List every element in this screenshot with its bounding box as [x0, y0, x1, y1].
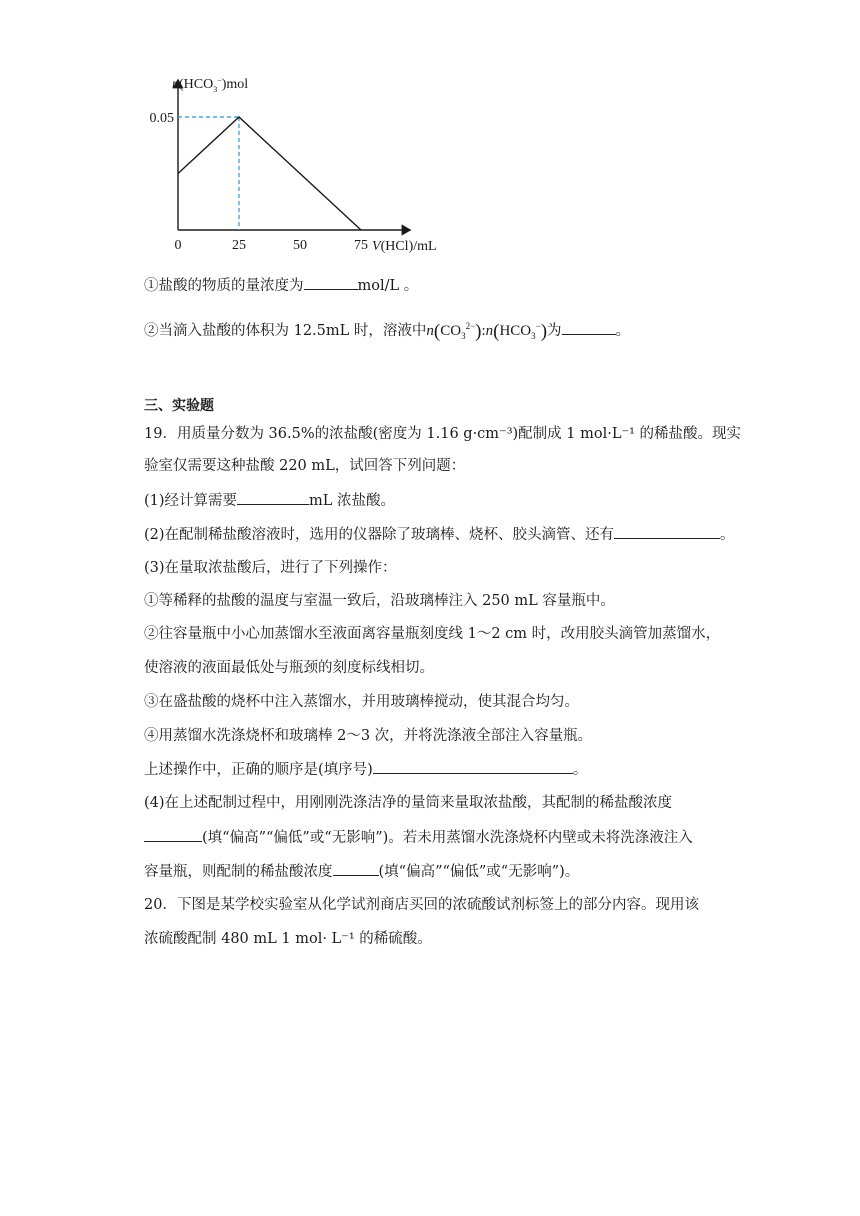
- answer-blank[interactable]: [333, 861, 379, 876]
- series-line: [178, 117, 361, 230]
- q19-part4-line1: (4)在上述配制过程中，用刚刚洗涤洁净的量筒来量取浓盐酸，其配制的稀盐酸浓度: [144, 795, 673, 811]
- answer-blank[interactable]: [144, 827, 202, 842]
- x-tick-label: 75: [354, 238, 368, 253]
- q19-operation-2b: 使溶液的液面最低处与瓶颈的刻度标线相切。: [144, 660, 434, 676]
- q18-part2: ②当滴入盐酸的体积为 12.5mL 时，溶液中$n(CO_3^{2-}):n(HCO_3^-)$为 。: [144, 321, 631, 342]
- answer-blank[interactable]: [304, 275, 358, 290]
- q19-order: 上述操作中，正确的顺序是(填序号) 。: [144, 759, 587, 780]
- q19-part1: (1)经计算需要 mL 浓盐酸。: [144, 490, 395, 511]
- q19-part4-line2: (填“偏高”“偏低”或“无影响”)。若未用蒸馏水洗涤烧杯内壁或未将洗涤液注入: [144, 827, 693, 848]
- x-tick-label: 25: [232, 238, 246, 253]
- q20-stem-line1: 20．下图是某学校实验室从化学试剂商店买回的浓硫酸试剂标签上的部分内容。现用该: [144, 897, 699, 913]
- ratio-expression: $n(CO_3^{2-}):n(HCO_3^-)$: [426, 321, 548, 342]
- answer-blank[interactable]: [373, 759, 573, 774]
- x-axis-label: V(HCl)/mL: [372, 239, 437, 254]
- q18-part1: ①盐酸的物质的量浓度为 mol/L 。: [144, 275, 418, 296]
- y-axis-label: $n(HCO_3^-)mol$: [172, 76, 249, 94]
- q19-part4-line3: 容量瓶，则配制的稀盐酸浓度 (填“偏高”“偏低”或“无影响”)。: [144, 861, 579, 882]
- x-tick-label: 0: [174, 238, 182, 253]
- answer-blank[interactable]: [614, 524, 720, 539]
- q19-part3: (3)在量取浓盐酸后，进行了下列操作：: [144, 560, 397, 576]
- q19-operation-4: ④用蒸馏水洗涤烧杯和玻璃棒 2～3 次，并将洗涤液全部注入容量瓶。: [144, 728, 593, 744]
- x-tick-label: 50: [293, 238, 307, 253]
- q19-part2: (2)在配制稀盐酸溶液时，选用的仪器除了玻璃棒、烧杯、胶头滴管、还有 。: [144, 524, 735, 545]
- q19-operation-3: ③在盛盐酸的烧杯中注入蒸馏水，并用玻璃棒搅动，使其混合均匀。: [144, 694, 579, 710]
- answer-blank[interactable]: [562, 320, 616, 335]
- q19-stem-line2: 验室仅需要这种盐酸 220 mL，试回答下列问题：: [144, 458, 466, 474]
- q19-operation-1: ①等稀释的盐酸的温度与室温一致后，沿玻璃棒注入 250 mL 容量瓶中。: [144, 593, 615, 609]
- section-title: 三、实验题: [144, 398, 214, 414]
- q19-operation-2a: ②往容量瓶中小心加蒸馏水至液面离容量瓶刻度线 1～2 cm 时，改用胶头滴管加蒸馏水，: [144, 626, 721, 642]
- y-tick-label: 0.05: [149, 111, 174, 126]
- q19-stem-line1: 19．用质量分数为 36.5%的浓盐酸(密度为 1.16 g·cm⁻³)配制成 1 mol·L⁻¹ 的稀盐酸。现实: [144, 426, 742, 442]
- answer-blank[interactable]: [237, 490, 309, 505]
- q20-stem-line2: 浓硫酸配制 480 mL 1 mol· L⁻¹ 的稀硫酸。: [144, 931, 432, 947]
- hco3-volume-chart: [138, 66, 468, 261]
